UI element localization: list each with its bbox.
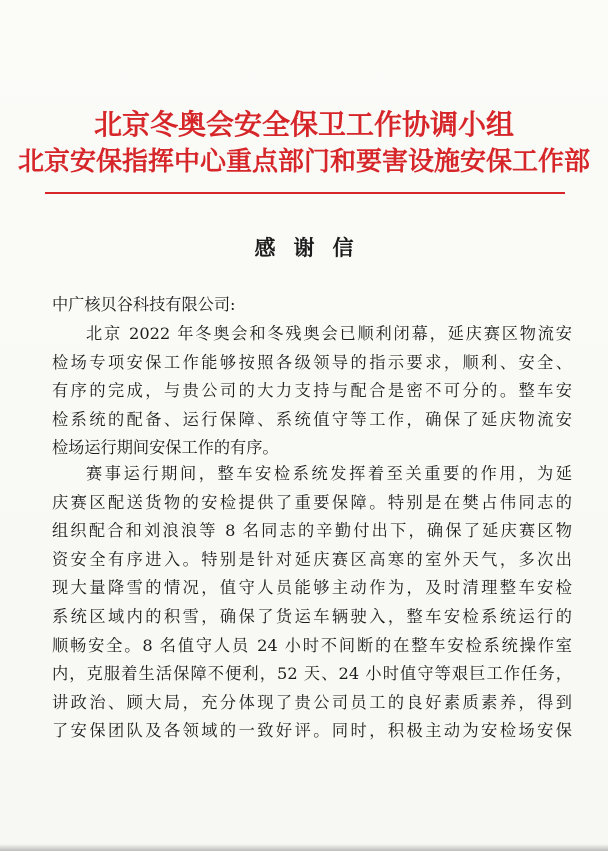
letterhead-divider bbox=[45, 192, 565, 194]
paragraph-2-line-1: 赛事运行期间，整车安检系统发挥着至关重要的作用，为延 bbox=[86, 464, 572, 483]
paragraph-2-line-4: 资安全有序进入。特别是针对延庆赛区高寒的室外天气，多次出 bbox=[52, 549, 572, 569]
paragraph-1-line-1: 北京 2022 年冬奥会和冬残奥会已顺利闭幕，延庆赛区物流安 bbox=[86, 324, 572, 343]
paragraph-2-line-10: 了安保团队及各领域的一致好评。同时，积极主动为安检场安保 bbox=[52, 721, 572, 741]
paragraph-2-line-8: 内，克服着生活保障不便利，52 天、24 小时值守等艰巨工作任务， bbox=[52, 664, 572, 684]
letterhead-line-1: 北京冬奥会安全保卫工作协调小组 bbox=[93, 108, 514, 141]
letter-title: 感谢信 bbox=[254, 235, 372, 260]
scan-bottom-edge bbox=[0, 844, 608, 851]
paragraph-2-line-5: 现大量降雪的情况，值守人员能够主动作为，及时清理整车安检 bbox=[52, 578, 572, 598]
paragraph-1-line-4: 检系统的配备、运行保障、系统值守等工作，确保了延庆物流安 bbox=[52, 409, 572, 429]
paragraph-2 bbox=[52, 460, 572, 746]
paragraph-2-line-6: 系统区域内的积雪，确保了货运车辆驶入，整车安检系统运行的 bbox=[52, 606, 572, 626]
paragraph-1-line-5: 检场运行期间安保工作的有序。 bbox=[52, 438, 279, 458]
paragraph-2-line-3: 组织配合和刘浪浪等 8 名同志的辛勤付出下，确保了延庆赛区物 bbox=[52, 521, 572, 541]
letterhead-line-2: 北京安保指挥中心重点部门和要害设施安保工作部 bbox=[17, 147, 590, 177]
paragraph-2-line-2: 庆赛区配送货物的安检提供了重要保障。特别是在樊占伟同志的 bbox=[52, 492, 572, 512]
paragraph-2-line-9: 讲政治、顾大局，充分体现了贵公司员工的良好素质素养，得到 bbox=[52, 692, 572, 712]
paragraph-2-line-7: 顺畅安全。8 名值守人员 24 小时不间断的在整车安检系统操作室 bbox=[52, 635, 572, 655]
paragraph-1-line-2: 检场专项安保工作能够按照各级领导的指示要求，顺利、安全、 bbox=[52, 352, 572, 372]
salutation: 中广核贝谷科技有限公司: bbox=[52, 295, 236, 314]
paragraph-1-line-3: 有序的完成，与贵公司的大力支持与配合是密不可分的。整车安 bbox=[52, 381, 572, 401]
paragraph-1 bbox=[52, 320, 572, 463]
